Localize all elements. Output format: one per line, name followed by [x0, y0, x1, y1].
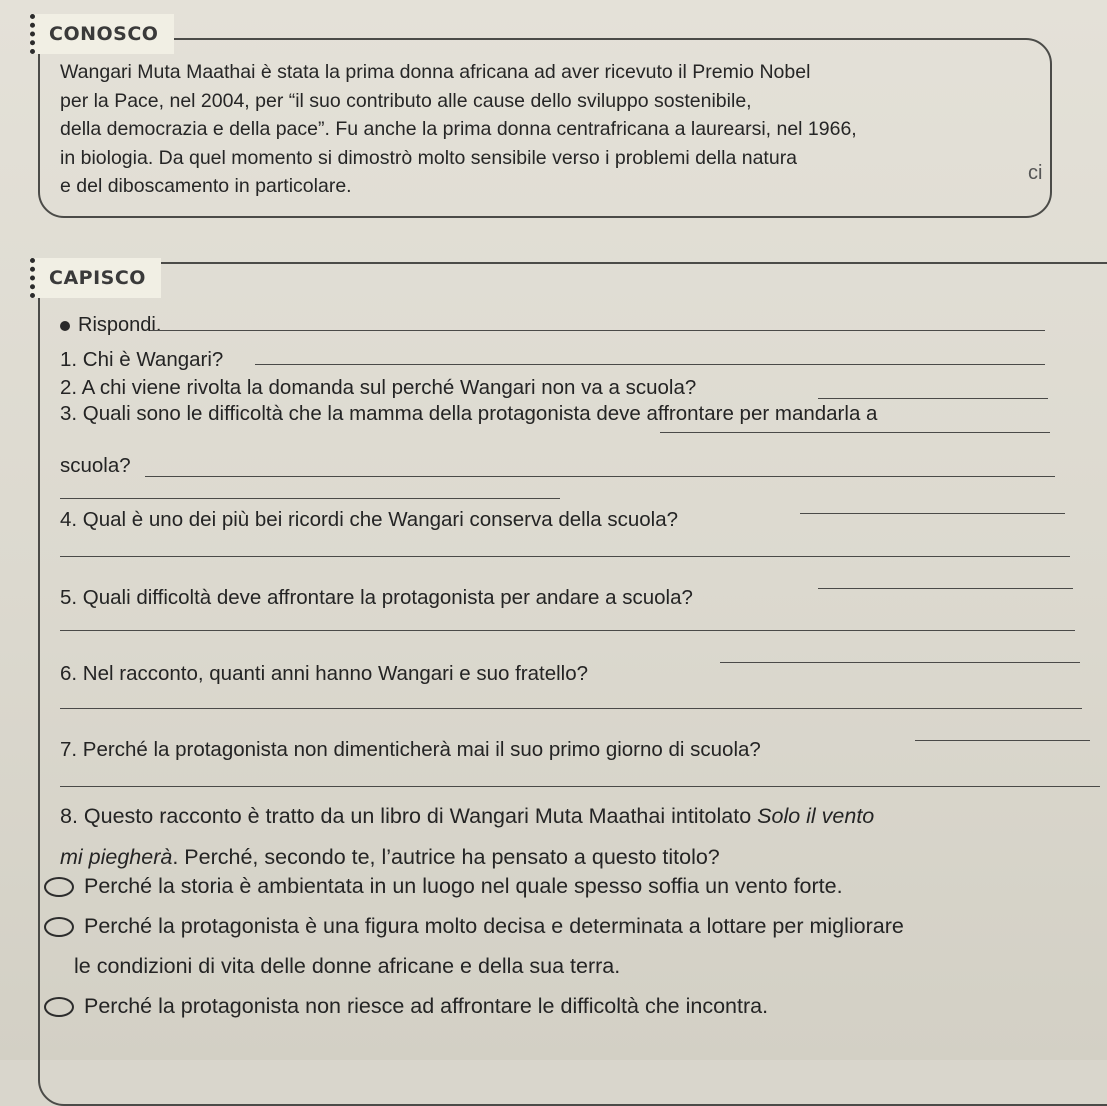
radio-circle-icon[interactable] [44, 997, 74, 1017]
question-5: 5. Quali difficoltà deve affrontare la protagonista per andare a scuola? [60, 586, 693, 609]
answer-line-3c[interactable] [60, 498, 560, 499]
intro-line: per la Pace, nel 2004, per “il suo contributo alle cause dello sviluppo sostenibile, [60, 89, 752, 112]
intro-line: e del diboscamento in particolare. [60, 175, 352, 197]
option-3-text: Perché la protagonista non riesce ad affrontare le difficoltà che incontra. [84, 994, 769, 1018]
answer-line[interactable] [150, 330, 1045, 331]
question-2-text: 2. A chi viene rivolta la domanda sul perché Wangari non va a scuola? [60, 376, 697, 399]
instruction-text: Rispondi. [78, 314, 162, 336]
answer-line-4a[interactable] [800, 513, 1065, 514]
answer-line-3a[interactable] [660, 432, 1050, 433]
option-1-text: Perché la storia è ambientata in un luogo nel quale spesso soffia un vento forte. [84, 874, 843, 898]
intro-paragraph [60, 58, 1043, 201]
bullet-icon [60, 321, 70, 331]
answer-line-3b[interactable] [145, 476, 1055, 477]
option-2-text: Perché la protagonista è una figura molto decisa e determinata a lottare per migliorare [84, 914, 904, 938]
answer-line-2[interactable] [818, 398, 1048, 399]
question-7: 7. Perché la protagonista non dimenticherà mai il suo primo giorno di scuola? [60, 738, 761, 761]
option-2[interactable] [44, 914, 904, 939]
radio-circle-icon[interactable] [44, 917, 74, 937]
answer-line-6a[interactable] [720, 662, 1080, 663]
option-3[interactable] [44, 994, 768, 1019]
answer-line-6b[interactable] [60, 708, 1082, 709]
answer-line-5a[interactable] [818, 588, 1073, 589]
intro-line: della democrazia e della pace”. Fu anche la prima donna centrafricana a laurearsi, nel 1966, [60, 118, 857, 140]
question-3: 3. Quali sono le difficoltà che la mamma della protagonista deve affrontare per mandarla a [60, 402, 878, 425]
answer-line-4b[interactable] [60, 556, 1070, 557]
radio-circle-icon[interactable] [44, 877, 74, 897]
question-8 [60, 796, 1100, 878]
book-title-a: Solo il vento [757, 804, 875, 828]
question-1: 1. Chi è Wangari? [60, 348, 224, 371]
answer-line-5b[interactable] [60, 630, 1075, 631]
intro-line: in biologia. Da quel momento si dimostrò molto sensibile verso i problemi della natura [60, 146, 798, 169]
option-2-continued: le condizioni di vita delle donne africane e della sua terra. [74, 954, 621, 978]
question-8-text-b: . Perché, secondo te, l’autrice ha pensato a questo titolo? [172, 845, 720, 869]
option-1[interactable] [44, 874, 843, 899]
answer-line-1[interactable] [255, 364, 1045, 365]
question-6: 6. Nel racconto, quanti anni hanno Wangari e suo fratello? [60, 662, 589, 685]
question-4: 4. Qual è uno dei più bei ricordi che Wangari conserva della scuola? [60, 508, 679, 531]
margin-note: ci [1028, 162, 1043, 184]
intro-line: Wangari Muta Maathai è stata la prima donna africana ad aver ricevuto il Premio Nobel [60, 61, 811, 83]
instruction [60, 314, 161, 337]
answer-line-7b[interactable] [60, 786, 1100, 787]
conosco-tab: CONOSCO [30, 14, 174, 54]
question-8-text-a: 8. Questo racconto è tratto da un libro di Wangari Muta Maathai intitolato [60, 804, 758, 828]
question-3-cont: scuola? [60, 454, 131, 477]
book-title-b: mi piegherà [60, 845, 173, 869]
answer-line-7a[interactable] [915, 740, 1090, 741]
capisco-tab: CAPISCO [30, 258, 161, 298]
